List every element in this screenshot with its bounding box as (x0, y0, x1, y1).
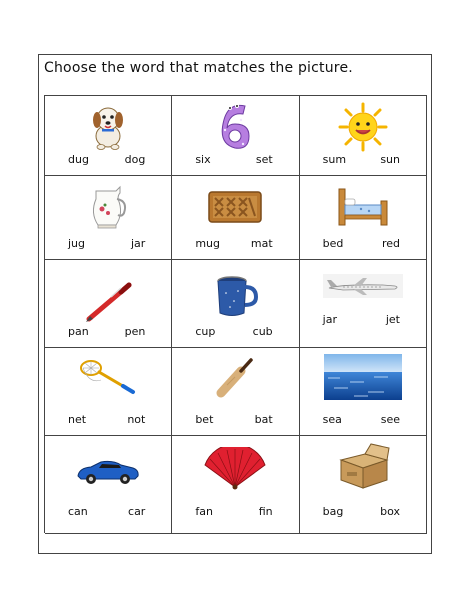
grid-cell (45, 260, 172, 348)
mat-icon (207, 190, 263, 224)
bed-icon (335, 185, 391, 229)
word-option[interactable]: pan (68, 325, 89, 338)
word-option[interactable]: sum (322, 153, 347, 166)
word-option[interactable]: fan (195, 505, 213, 518)
word-option[interactable]: bet (195, 413, 214, 426)
word-option[interactable]: jug (68, 237, 86, 250)
worksheet (38, 54, 432, 554)
grid-cell (300, 96, 427, 176)
six-icon (215, 100, 255, 154)
word-option[interactable]: mat (250, 237, 273, 250)
word-option[interactable]: cup (195, 325, 216, 338)
sea-icon (324, 354, 402, 400)
sun-icon (338, 102, 388, 152)
fan-icon (202, 447, 268, 491)
grid-cell (172, 436, 299, 534)
word-option[interactable]: fin (258, 505, 273, 518)
grid-cell (300, 260, 427, 348)
word-option[interactable]: jet (385, 313, 400, 326)
word-option[interactable]: dug (68, 153, 89, 166)
word-option[interactable]: bag (322, 505, 344, 518)
grid-cell (45, 436, 172, 534)
word-option[interactable]: dog (124, 153, 146, 166)
word-option[interactable]: six (195, 153, 211, 166)
word-option[interactable]: box (380, 505, 400, 518)
word-option[interactable]: set (255, 153, 273, 166)
dog-icon (83, 102, 133, 152)
grid-cell (300, 176, 427, 260)
grid-cell (172, 176, 299, 260)
grid-cell (172, 260, 299, 348)
word-option[interactable]: jar (131, 237, 146, 250)
worksheet-title: Choose the word that matches the picture. (44, 60, 353, 76)
word-option[interactable]: mug (195, 237, 220, 250)
grid-cell (172, 96, 299, 176)
box-icon (335, 442, 391, 492)
word-option[interactable]: net (68, 413, 87, 426)
word-option[interactable]: pen (124, 325, 146, 338)
grid-cell (300, 348, 427, 436)
word-option[interactable]: bed (322, 237, 344, 250)
picture-word-grid (44, 95, 427, 533)
car-icon (75, 456, 141, 486)
grid-cell (45, 176, 172, 260)
word-option[interactable]: cub (252, 325, 273, 338)
word-option[interactable]: jar (322, 313, 337, 326)
grid-cell (45, 96, 172, 176)
word-option[interactable]: car (128, 505, 146, 518)
grid-cell (172, 348, 299, 436)
jet-icon (323, 274, 403, 298)
pen-icon (81, 279, 135, 323)
word-option[interactable]: not (127, 413, 146, 426)
word-option[interactable]: red (381, 237, 400, 250)
word-option[interactable]: sun (380, 153, 400, 166)
cup-icon (210, 275, 260, 319)
bat-icon (213, 355, 257, 399)
grid-cell (300, 436, 427, 534)
word-option[interactable]: see (380, 413, 400, 426)
word-option[interactable]: sea (322, 413, 342, 426)
net-icon (79, 358, 137, 396)
word-option[interactable]: bat (254, 413, 273, 426)
jug-icon (86, 183, 130, 231)
grid-cell (45, 348, 172, 436)
word-option[interactable]: can (68, 505, 88, 518)
